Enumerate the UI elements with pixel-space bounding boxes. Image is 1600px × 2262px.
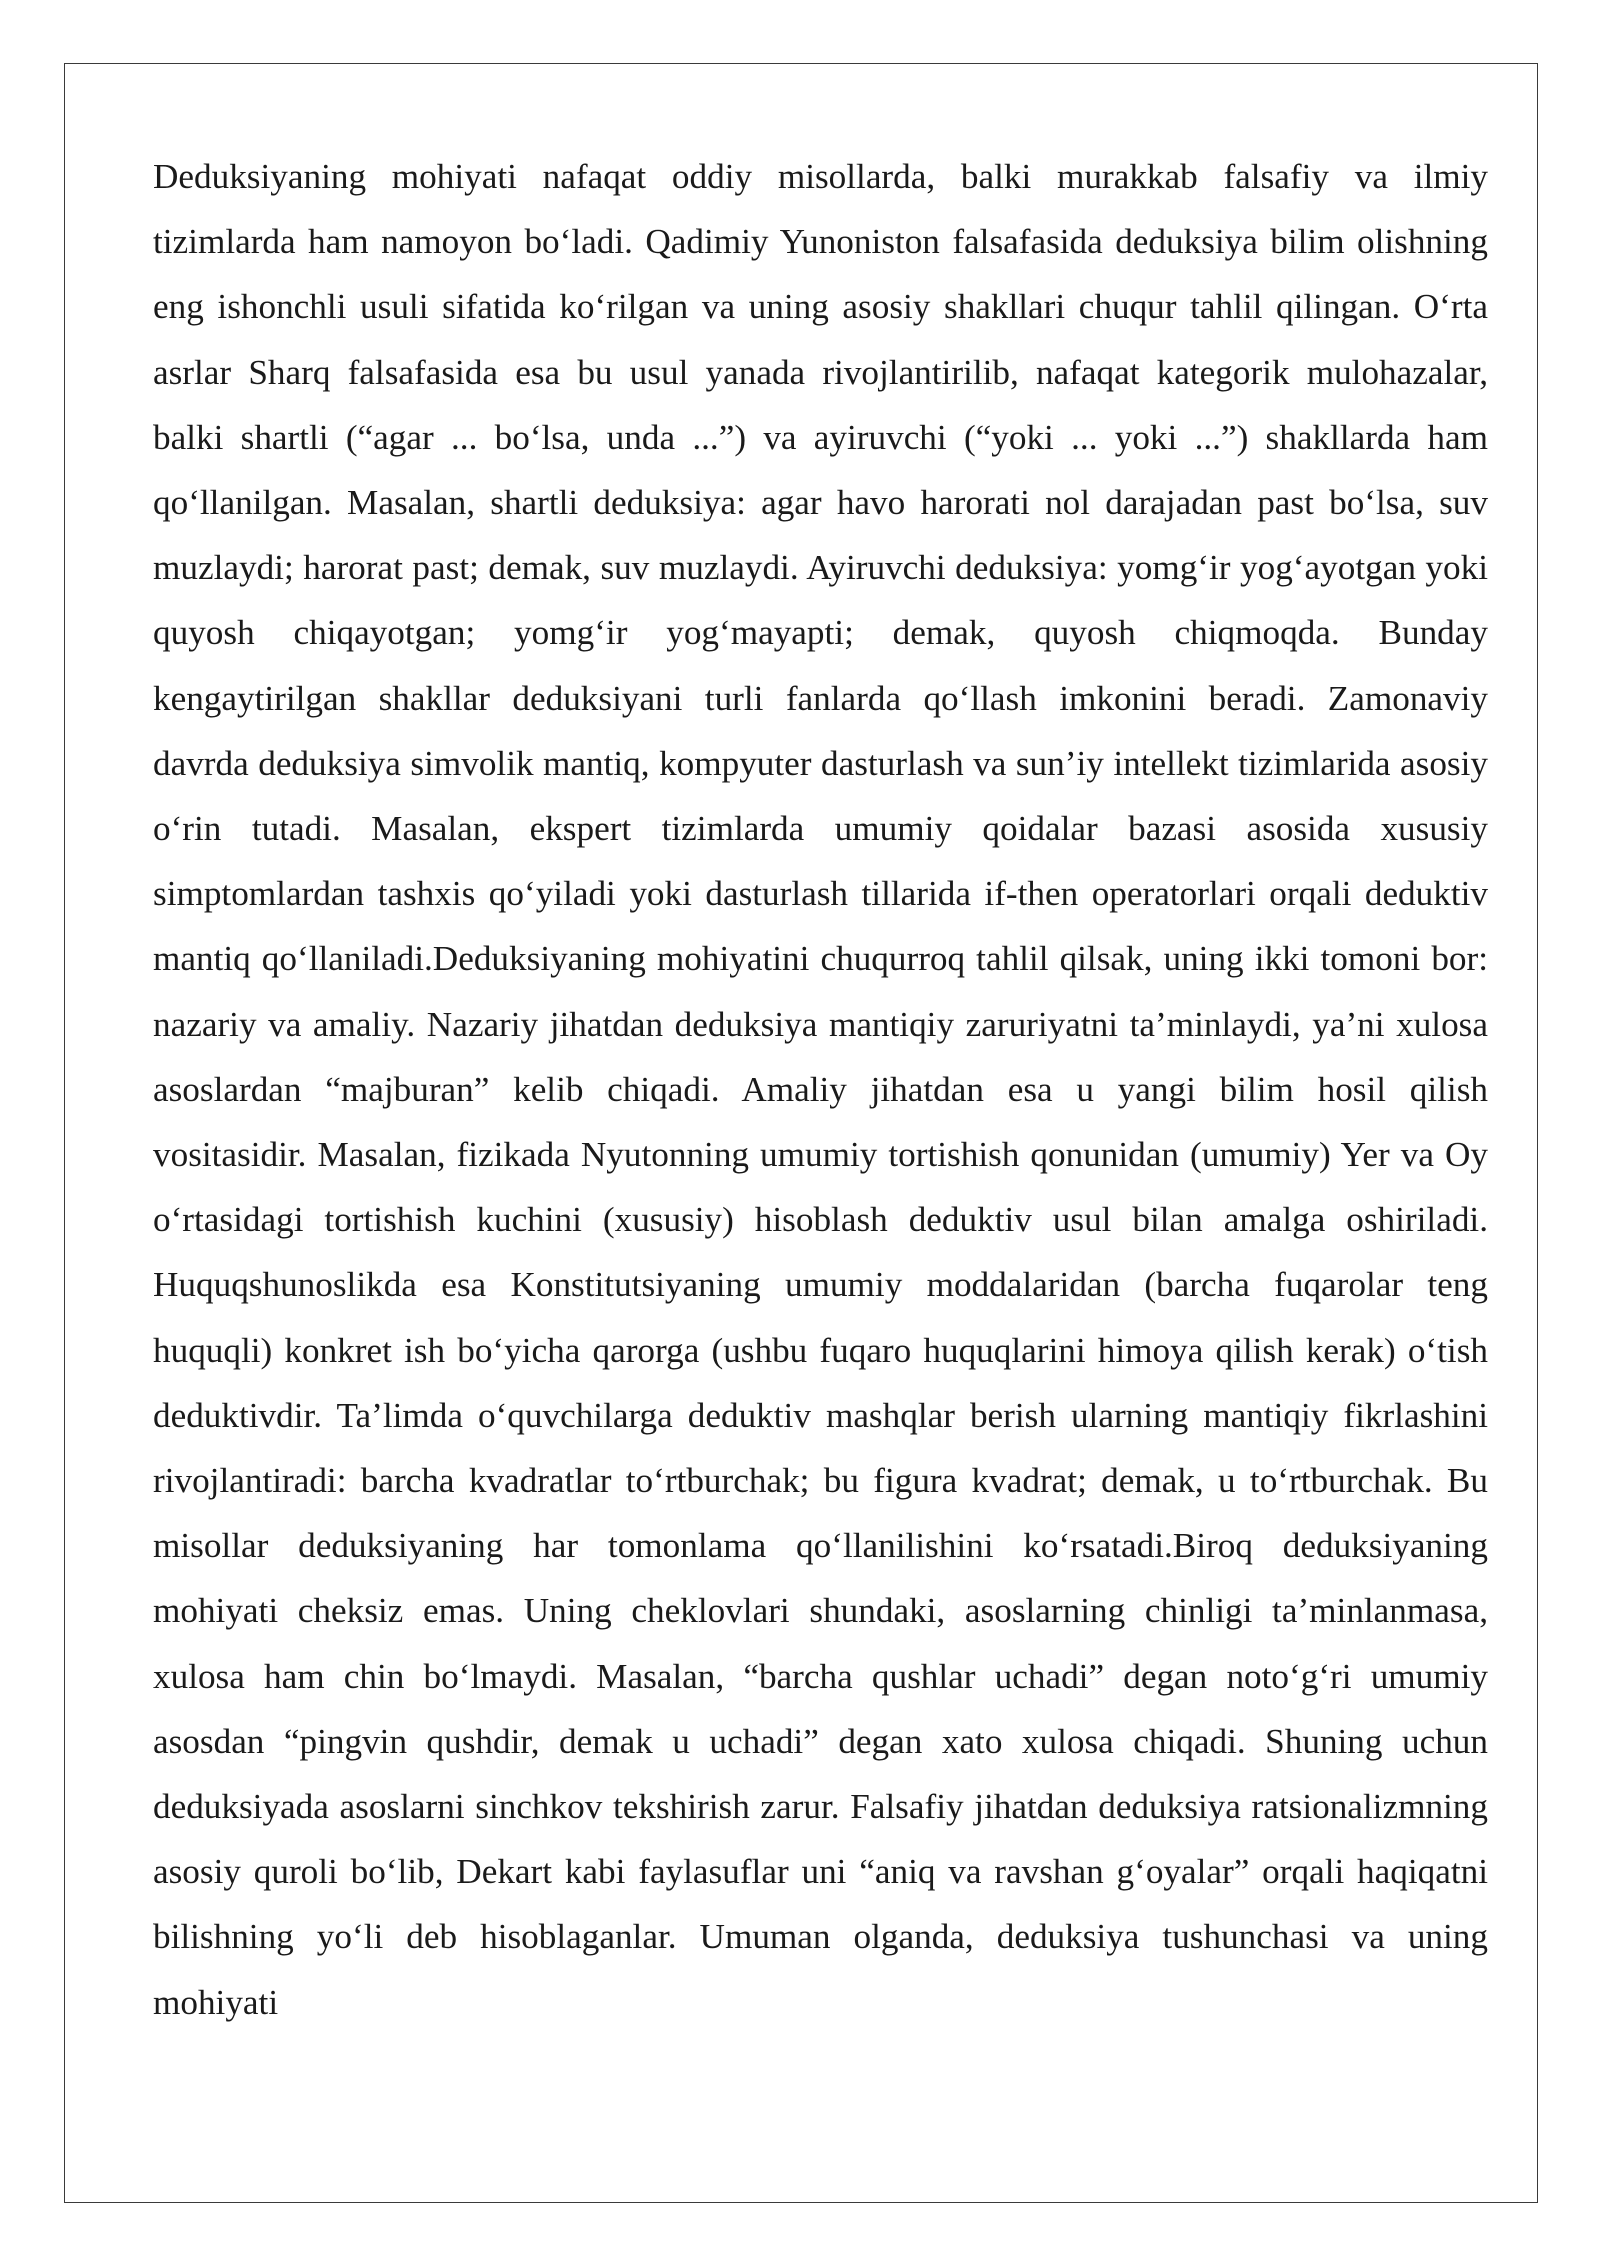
- body-paragraph: Deduksiyaning mohiyati nafaqat oddiy misollarda, balki murakkab falsafiy va ilmiy tizimlarda ham namoyon bo‘ladi. Qadimiy Yunoniston falsafasida deduksiya bilim olishning eng ishonchli usuli sifatida ko‘rilgan va uning asosiy shakllari chuqur tahlil qilingan. O‘rta asrlar Sharq falsafasida esa bu usul yanada rivojlantirilib, nafaqat kategorik mulohazalar, balki shartli (“agar ... bo‘lsa, unda ...”) va ayiruvchi (“yoki ... yoki ...”) shakllarda ham qo‘llanilgan. Masalan, shartli deduksiya: agar havo harorati nol darajadan past bo‘lsa, suv muzlaydi; harorat past; demak, suv muzlaydi. Ayiruvchi deduksiya: yomg‘ir yog‘ayotgan yoki quyosh chiqayotgan; yomg‘ir yog‘mayapti; demak, quyosh chiqmoqda. Bunday kengaytirilgan shakllar deduksiyani turli fanlarda qo‘llash imkonini beradi. Zamonaviy davrda deduksiya simvolik mantiq, kompyuter dasturlash va sun’iy intellekt tizimlarida asosiy o‘rin tutadi. Masalan, ekspert tizimlarda umumiy qoidalar bazasi asosida xususiy simptomlardan tashxis qo‘yiladi yoki dasturlash tillarida if-then operatorlari orqali deduktiv mantiq qo‘llaniladi.Deduksiyaning mohiyatini chuqurroq tahlil qilsak, uning ikki tomoni bor: nazariy va amaliy. Nazariy jihatdan deduksiya mantiqiy zaruriyatni ta’minlaydi, ya’ni xulosa asoslardan “majburan” kelib chiqadi. Amaliy jihatdan esa u yangi bilim hosil qilish vositasidir. Masalan, fizikada Nyutonning umumiy tortishish qonunidan (umumiy) Yer va Oy o‘rtasidagi tortishish kuchini (xususiy) hisoblash deduktiv usul bilan amalga oshiriladi. Huquqshunoslikda esa Konstitutsiyaning umumiy moddalaridan (barcha fuqarolar teng huquqli) konkret ish bo‘yicha qarorga (ushbu fuqaro huquqlarini himoya qilish kerak) o‘tish deduktivdir. Ta’limda o‘quvchilarga deduktiv mashqlar berish ularning mantiqiy fikrlashini rivojlantiradi: barcha kvadratlar to‘rtburchak; bu figura kvadrat; demak, u to‘rtburchak. Bu misollar deduksiyaning har tomonlama qo‘llanilishini ko‘rsatadi.Biroq deduksiyaning mohiyati cheksiz emas. Uning cheklovlari shundaki, asoslarning chinligi ta’minlanmasa, xulosa ham chin bo‘lmaydi. Masalan, “barcha qushlar uchadi” degan noto‘g‘ri umumiy asosdan “pingvin qushdir, demak u uchadi” degan xato xulosa chiqadi. Shuning uchun deduksiyada asoslarni sinchkov tekshirish zarur. Falsafiy jihatdan deduksiya ratsionalizmning asosiy quroli bo‘lib, Dekart kabi faylasuflar uni “aniq va ravshan g‘oyalar” orqali haqiqatni bilishning yo‘li deb hisoblaganlar. Umuman olganda, deduksiya tushunchasi va uning mohiyati: [153, 157, 1488, 2022]
